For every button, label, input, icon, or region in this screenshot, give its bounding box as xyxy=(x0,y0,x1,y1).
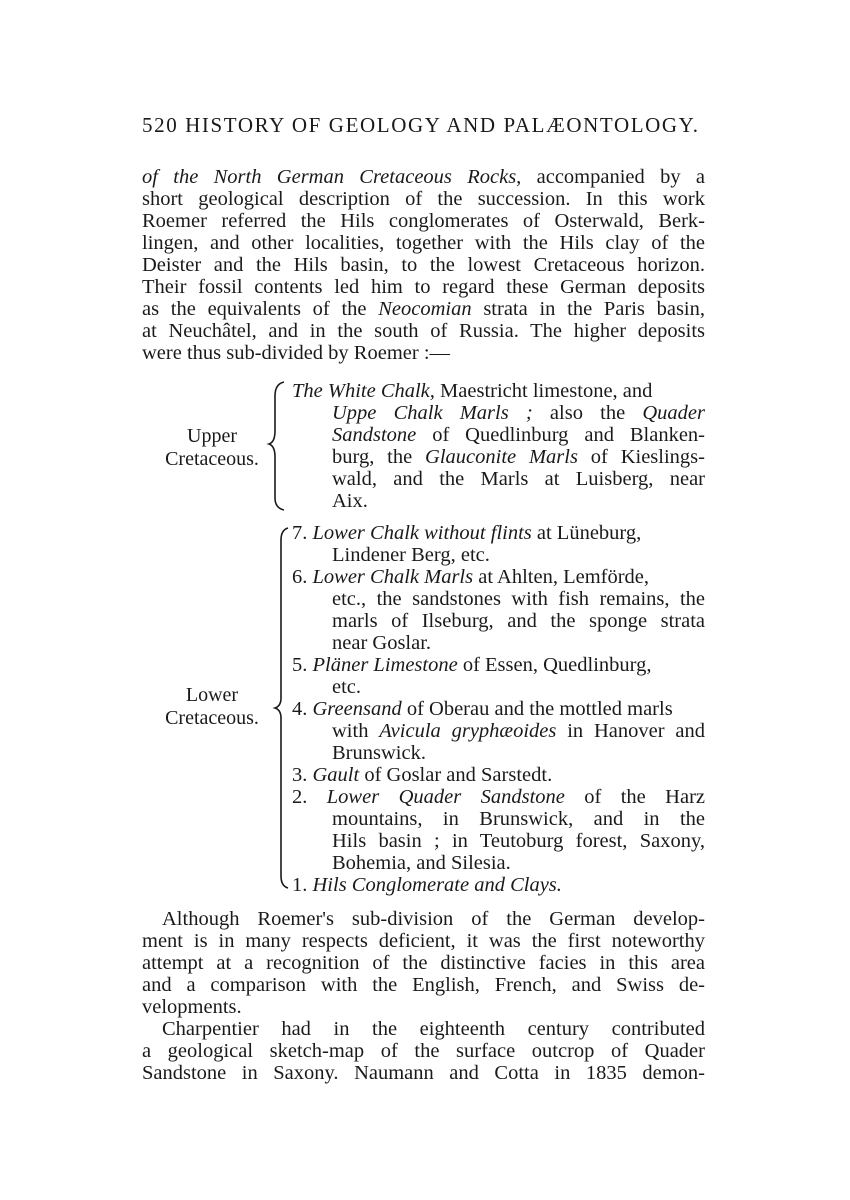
text-span: of the Harz xyxy=(564,786,706,808)
text-span: at Ahlten, Lemförde, xyxy=(473,566,650,588)
upper-brace-icon xyxy=(264,376,294,516)
text-line xyxy=(142,974,705,996)
text-span: of Essen, Quedlinburg, xyxy=(457,654,652,676)
label-line: Cretaceous. xyxy=(165,448,259,470)
text-span: Aix. xyxy=(332,490,368,512)
italic-term: Lower Quader Sandstone xyxy=(326,786,565,808)
text-span: wald, and the Marls at Luisberg, near xyxy=(332,468,705,490)
text-line xyxy=(142,320,705,342)
text-span: lingen, and other localities, together with the Hils clay of the xyxy=(142,232,705,254)
list-item xyxy=(292,698,673,720)
running-header xyxy=(142,113,700,138)
text-line xyxy=(142,276,705,298)
text-line xyxy=(142,1062,705,1084)
text-span: Sandstone in Saxony. Naumann and Cotta in 1835 demon- xyxy=(142,1062,705,1084)
text-span: near Goslar. xyxy=(332,632,432,654)
label-line: Cretaceous. xyxy=(165,707,259,729)
text-line xyxy=(142,930,705,952)
text-span: marls of Ilseburg, and the sponge strata xyxy=(332,610,705,632)
text-line xyxy=(332,490,368,512)
text-line xyxy=(142,342,450,364)
text-span: short geological description of the succession. In this work xyxy=(142,188,705,210)
item-number: 7. xyxy=(292,522,308,544)
text-line xyxy=(142,298,705,320)
text-span: as the equivalents of the xyxy=(142,298,379,320)
text-span: also the xyxy=(532,402,643,424)
text-line xyxy=(332,544,490,566)
text-span: were thus sub-divided by Roemer :— xyxy=(142,342,451,364)
list-item xyxy=(292,874,562,896)
text-line xyxy=(142,210,705,232)
text-line xyxy=(332,852,511,874)
text-span: Roemer referred the Hils conglomerates of Osterwald, Berk- xyxy=(142,210,705,232)
text-line xyxy=(332,424,705,446)
item-number: 3. xyxy=(292,764,308,786)
text-line xyxy=(162,1018,705,1040)
text-line xyxy=(142,996,242,1018)
text-line xyxy=(332,402,705,424)
italic-term: Uppe Chalk Marls ; xyxy=(332,402,533,424)
text-span: etc., the sandstones with fish remains, the xyxy=(332,588,705,610)
text-span: of Oberau and the mottled marls xyxy=(401,698,673,720)
item-number: 5. xyxy=(292,654,308,676)
text-span: of Goslar and Sarstedt. xyxy=(359,764,553,786)
text-line xyxy=(332,446,705,468)
text-span: accompanied by a xyxy=(536,166,706,188)
italic-term: Glauconite Marls xyxy=(425,446,578,468)
upper-label xyxy=(142,425,282,471)
list-item xyxy=(292,566,649,588)
text-line xyxy=(142,1040,705,1062)
italic-term: Gault xyxy=(312,764,360,786)
text-span: with xyxy=(332,720,380,742)
text-span: ment is in many respects deficient, it was the first noteworthy xyxy=(142,930,705,952)
text-span: Their fossil contents led him to regard these German deposits xyxy=(142,276,705,298)
text-span: strata in the Paris basin, xyxy=(471,298,706,320)
italic-term: Quader xyxy=(642,402,705,424)
text-span: and a comparison with the English, French, and Swiss de- xyxy=(142,974,705,996)
italic-term: Hils Conglomerate and Clays. xyxy=(312,874,562,896)
text-span: mountains, in Brunswick, and in the xyxy=(332,808,705,830)
item-number: 1. xyxy=(292,874,308,896)
text-line xyxy=(332,830,705,852)
list-item xyxy=(292,522,641,544)
item-number: 2. xyxy=(292,786,308,808)
italic-term: The White Chalk, xyxy=(292,380,435,402)
text-span: at Neuchâtel, and in the south of Russia. The higher deposits xyxy=(142,320,705,342)
text-line xyxy=(332,588,705,610)
text-span: in Hanover and xyxy=(556,720,705,742)
text-span: etc. xyxy=(332,676,362,698)
text-line xyxy=(332,808,705,830)
text-line xyxy=(142,188,705,210)
text-line xyxy=(142,232,705,254)
lower-label xyxy=(142,684,282,730)
text-span: Although Roemer's sub-division of the German develop- xyxy=(162,908,705,930)
list-item xyxy=(292,764,552,786)
item-number: 6. xyxy=(292,566,308,588)
text-line xyxy=(142,254,705,276)
italic-term: Greensand xyxy=(312,698,402,720)
text-span: Bohemia, and Silesia. xyxy=(332,852,511,874)
italic-term: Avicula gryphæoides xyxy=(379,720,557,742)
text-span: at Lüneburg, xyxy=(531,522,642,544)
italic-term: Neocomian xyxy=(378,298,472,320)
text-span: Maestricht limestone, and xyxy=(434,380,653,402)
item-number: 4. xyxy=(292,698,308,720)
text-span: burg, the xyxy=(332,446,426,468)
text-span: velopments. xyxy=(142,996,242,1018)
italic-term: Lower Chalk without flints xyxy=(312,522,532,544)
text-span: Lindener Berg, etc. xyxy=(332,544,490,566)
page-number: 520 xyxy=(142,113,179,137)
list-item xyxy=(292,654,651,676)
label-line: Lower xyxy=(185,684,239,706)
text-line xyxy=(332,742,426,764)
text-line xyxy=(332,720,705,742)
text-line xyxy=(292,380,652,402)
text-line xyxy=(142,952,705,974)
text-span: a geological sketch-map of the surface outcrop of Quader xyxy=(142,1040,705,1062)
text-line xyxy=(162,908,705,930)
text-line xyxy=(332,676,361,698)
italic-term: Sandstone xyxy=(332,424,417,446)
text-span: Charpentier had in the eighteenth century contributed xyxy=(162,1018,705,1040)
text-line xyxy=(332,610,705,632)
text-span: attempt at a recognition of the distinctive facies in this area xyxy=(142,952,705,974)
text-span: Deister and the Hils basin, to the lowest Cretaceous horizon. xyxy=(142,254,705,276)
list-item xyxy=(292,786,705,808)
text-span: of Kieslings- xyxy=(577,446,705,468)
text-span: Brunswick. xyxy=(332,742,426,764)
running-title: HISTORY OF GEOLOGY AND PALÆONTOLOGY. xyxy=(185,113,700,137)
text-span: of Quedlinburg and Blanken- xyxy=(416,424,705,446)
lower-brace-icon xyxy=(272,522,294,894)
text-line xyxy=(332,632,431,654)
text-line xyxy=(142,166,705,188)
text-line xyxy=(332,468,705,490)
label-line: Upper xyxy=(187,425,237,447)
text-span: Hils basin ; in Teutoburg forest, Saxony, xyxy=(332,830,705,852)
italic-title: of the North German Cretaceous Rocks, xyxy=(142,166,522,188)
italic-term: Lower Chalk Marls xyxy=(312,566,474,588)
italic-term: Pläner Limestone xyxy=(312,654,458,676)
